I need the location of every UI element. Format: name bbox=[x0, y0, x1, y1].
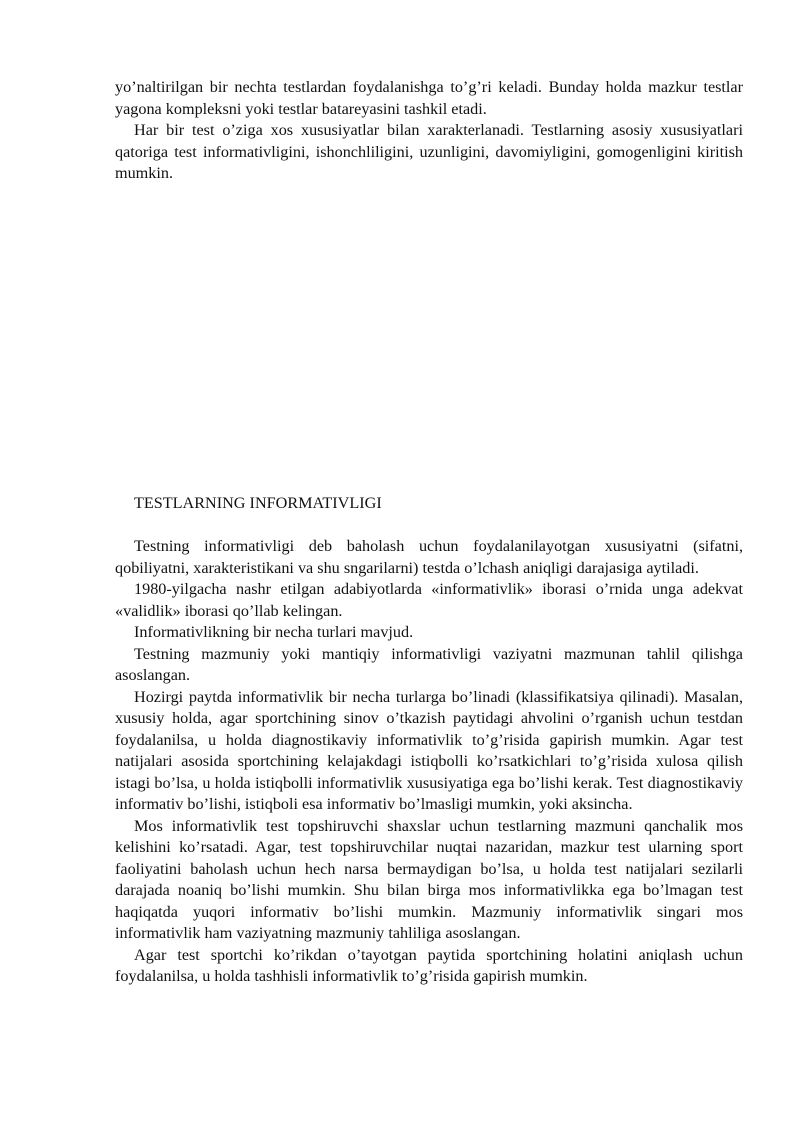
paragraph-types: Informativlikning bir necha turlari mavjud. bbox=[134, 623, 414, 641]
paragraph-definition: Testning informativligi deb baholash uchun foydalanilayotgan xususiyatni (sifatni, qobiliyatni, xarakteristikani va shu sngarilarni) testda o’lchash aniqligi darajasiga aytiladi. bbox=[115, 537, 743, 577]
paragraph-history: 1980-yilgacha nashr etilgan adabiyotlarda «informativlik» iborasi o’rnida unga adekvat «validlik» iborasi qo’llab kelingan. bbox=[115, 580, 743, 620]
paragraph-properties: Har bir test o’ziga xos xususiyatlar bilan xarakterlanadi. Testlarning asosiy xususiyatlari qatoriga test informativligini, ishonchliligini, uzunligini, davomiyligini, gomogenligini kiritish mumkin. bbox=[115, 121, 743, 182]
paragraph-logical-informativeness: Testning mazmuniy yoki mantiqiy informativligi vaziyatni mazmunan tahlil qilishga asoslangan. bbox=[115, 644, 743, 684]
paragraph-diagnostic: Agar test sportchi ko’rikdan o’tayotgan paytida sportchining holatini aniqlash uchun foydalanilsa, u holda tashhisli informativlik to’g’risida gapirish mumkin. bbox=[115, 945, 743, 985]
section-heading: TESTLARNING INFORMATIVLIGI bbox=[134, 494, 382, 512]
paragraph-continuation: yo’naltirilgan bir nechta testlardan foydalanishga to’g’ri keladi. Bunday holda mazkur testlar yagona kompleksni yoki testlar batareyasini tashkil etadi. bbox=[115, 78, 743, 118]
paragraph-classification: Hozirgi paytda informativlik bir necha turlarga bo’linadi (klassifikatsiya qilinadi). Masalan, xususiy holda, agar sportchining sinov o’tkazish paytidagi ahvolini o’rganish uchun testdan foydalanilsa, u holda diagnostikaviy informativlik to’g’risida gapirish mumkin. Agar test natijalari asosida sportchining kelajakdagi istiqbolli ko’rsatkichlari to’g’risida xulosa qilish istagi bo’lsa, u holda istiqbolli informativlik xususiyatiga ega bo’lishi kerak. Test diagnostikaviy informativ bo’lishi, istiqboli esa informativ bo’lmasligi mumkin, yoki aksincha. bbox=[115, 687, 743, 813]
paragraph-face-informativeness: Mos informativlik test topshiruvchi shaxslar uchun testlarning mazmuni qanchalik mos kelishini ko’rsatadi. Agar, test topshiruvchilar nuqtai nazaridan, mazkur test ularning sport faoliyatini baholash uchun hech narsa bermaydigan bo’lsa, u holda test natijalari sezilarli darajada noaniq bo’lishi mumkin. Shu bilan birga mos informativlikka ega bo’lmagan test haqiqatda yuqori informativ bo’lishi mumkin. Mazmuniy informativlik singari mos informativlik ham vaziyatning mazmuniy tahliliga asoslangan. bbox=[115, 816, 743, 942]
section-body bbox=[115, 536, 743, 988]
intro-text bbox=[115, 77, 743, 185]
